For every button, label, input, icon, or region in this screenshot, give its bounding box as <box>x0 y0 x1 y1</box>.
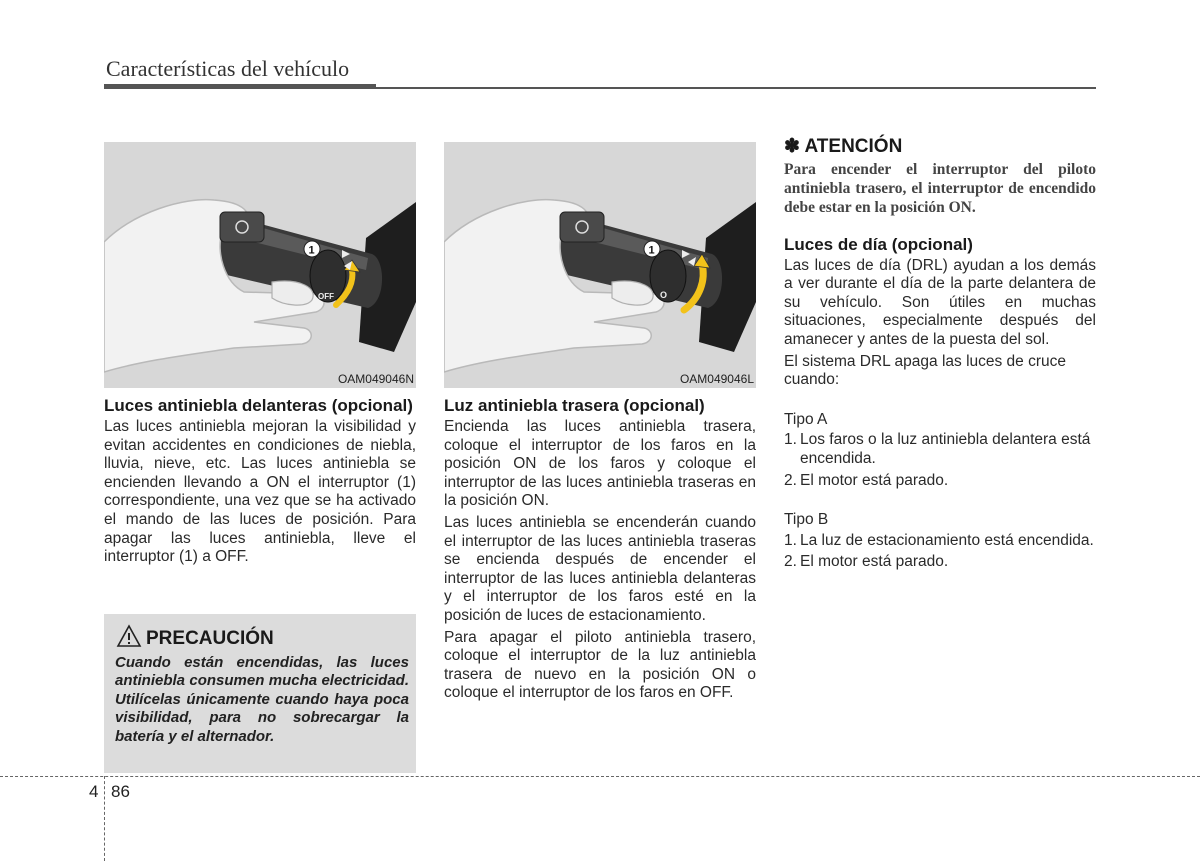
rear-fog-paragraph-1: Encienda las luces antiniebla trasera, coloque el interruptor de los faros en la posición ON de los faros y coloque el interruptor de las luces antiniebla traseras en la posición ON. <box>444 418 756 510</box>
off-label: OFF <box>318 292 334 301</box>
drl-paragraph-2: El sistema DRL apaga las luces de cruce cuando: <box>784 352 1067 389</box>
hand-on-fog-light-stalk-illustration <box>104 142 416 388</box>
attention-title: ✽ ATENCIÓN <box>784 136 903 157</box>
column-front-fog <box>104 396 416 567</box>
page-number: 86 <box>111 782 130 801</box>
rear-fog-paragraph-2: Las luces antiniebla se encenderán cuando el interruptor de las luces antiniebla traseras se encienda después de encender el interruptor de las luces antiniebla delanteras y el interruptor de los faros esté en la posición de luces de estacionamiento. <box>444 513 756 624</box>
figure-front-fog <box>104 142 416 388</box>
footer-vertical-rule <box>104 776 105 861</box>
list-item <box>784 553 1096 572</box>
position-1-label: 1 <box>308 244 315 257</box>
attention-text: Para encender el interruptor del piloto antiniebla trasero, el interruptor de encendido debe estar en la posición ON. <box>784 160 1096 216</box>
column-rear-fog <box>444 396 756 703</box>
tipo-b-label: Tipo B <box>784 511 829 529</box>
section-heading-front-fog: Luces antiniebla delanteras (opcional) <box>104 396 413 415</box>
list-number: 2. <box>784 471 797 489</box>
o-label: O <box>660 290 668 300</box>
rear-fog-paragraph-3: Para apagar el piloto antiniebla trasero, coloque el interruptor de la luz antiniebla trasera de nuevo en la posición ON o coloque el interruptor de los faros en OFF. <box>444 628 756 702</box>
list-number: 1. <box>784 531 797 549</box>
list-text: El motor está parado. <box>800 553 949 571</box>
list-text: El motor está parado. <box>800 471 949 489</box>
list-text: Los faros o la luz antiniebla delantera está encendida. <box>800 431 1091 467</box>
caution-text: Cuando están encendidas, las luces antiniebla consumen mucha electricidad. Utilícelas únicamente cuando haya poca visibilidad, para no sobrecargar la batería y el alternador. <box>115 654 409 745</box>
list-item <box>784 472 1096 491</box>
figure-rear-fog <box>444 142 756 388</box>
list-item <box>784 532 1096 551</box>
column-drl <box>784 138 1096 572</box>
section-heading-drl: Luces de día (opcional) <box>784 234 973 254</box>
front-fog-paragraph: Las luces antiniebla mejoran la visibilidad y evitan accidentes en condiciones de niebla, lluvia, nieve, etc. Las luces antiniebla se encienden llevando a ON el interruptor (1) correspondiente, una vez que se ha activado el mando de las luces de posición. Para apagar las luces antiniebla, lleve el interruptor (1) a OFF. <box>104 418 416 566</box>
tipo-a-label: Tipo A <box>784 410 828 428</box>
list-text: La luz de estacionamiento está encendida. <box>800 531 1094 549</box>
warning-triangle-icon <box>116 624 142 648</box>
header-rule-thick <box>104 84 376 89</box>
header-rule-thin <box>376 87 1096 89</box>
chapter-number: 4 <box>89 782 99 801</box>
hand-on-rear-fog-light-stalk-illustration <box>444 142 756 388</box>
list-item <box>784 431 1096 468</box>
section-heading-rear-fog: Luz antiniebla trasera (opcional) <box>444 396 705 415</box>
position-1-label: 1 <box>648 244 655 257</box>
caution-box <box>104 614 416 773</box>
figure-code: OAM049046L <box>679 372 754 386</box>
list-number: 2. <box>784 553 797 571</box>
drl-paragraph: Las luces de día (DRL) ayudan a los demás a ver durante el día de la parte delantera de su vehículo. Son útiles en muchas situaciones, especialmente después del amanecer y antes de la puesta del sol. <box>784 256 1096 348</box>
list-number: 1. <box>784 431 797 449</box>
page-header-title: Características del vehículo <box>106 56 350 81</box>
footer-rule <box>0 776 1200 777</box>
figure-code: OAM049046N <box>337 372 414 386</box>
caution-title: PRECAUCIÓN <box>146 628 274 649</box>
